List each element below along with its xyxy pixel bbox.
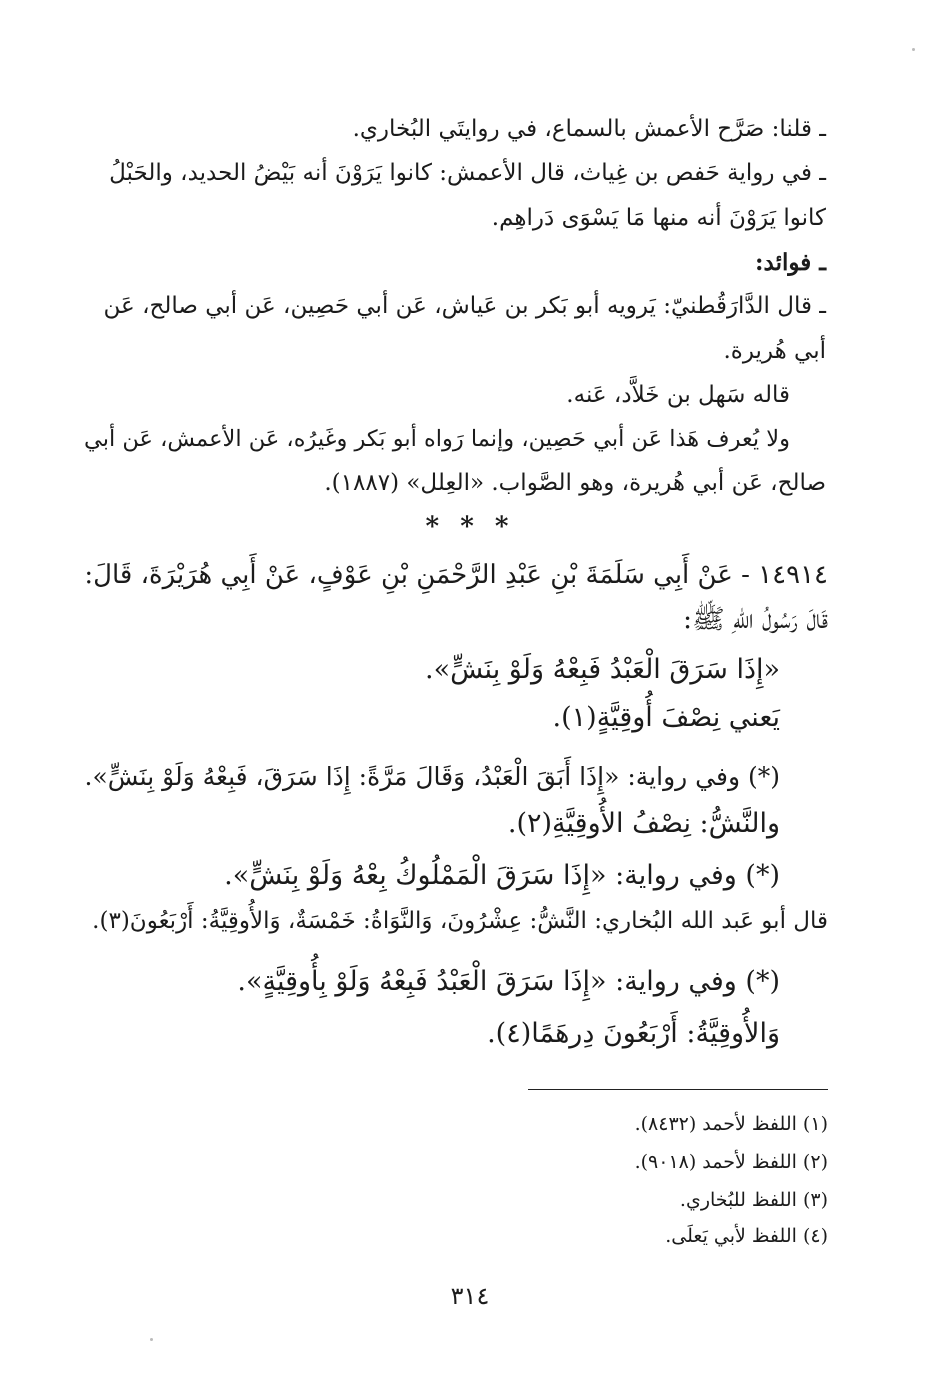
section-separator: * * * [425,512,515,542]
hadith-line-4: يَعني نِصْفَ أُوقِيَّةٍ(١). [552,702,780,733]
body-line-1: ـ قلنا: صَرَّح الأعمش بالسماع، في روايتَي البُخاري. [352,116,826,142]
body-line-3: كانوا يَرَوْنَ أنه منها مَا يَسْوَى دَراهِم. [491,205,826,231]
footnote-divider [528,1089,828,1090]
hadith-number-line: ١٤٩١٤ - عَنْ أَبِي سَلَمَةَ بْنِ عَبْدِ الرَّحْمَنِ بْنِ عَوْفٍ، عَنْ أَبِي هُرَيْرَةَ، قَالَ: [84,560,828,590]
hadith-line-3: «إِذَا سَرَقَ الْعَبْدُ فَبِعْهُ وَلَوْ بِنَشٍّ». [425,654,780,685]
scan-speck [912,48,915,51]
footnote-4: (٤) اللفظ لأبي يَعلَى. [665,1225,828,1247]
body-line-2: ـ في رواية حَفص بن غِياث، قال الأعمش: كانوا يَرَوْنَ أنه بَيْضُ الحديد، والحَبْلُ [109,160,826,186]
hadith-line-10: وَالأُوقِيَّةُ: أَرْبَعُونَ دِرهَمًا(٤). [487,1018,780,1049]
hadith-line-6: والنَّشُّ: نِصْفُ الأُوقِيَّةِ(٢). [507,808,780,839]
hadith-line-2: قَالَ رَسُولُ اللهِ ﷺ: [682,604,828,635]
body-line-6: أبي هُريرة. [723,338,826,364]
footnote-2: (٢) اللفظ لأحمد (٩٠١٨). [634,1151,828,1173]
footnote-1: (١) اللفظ لأحمد (٨٤٣٢). [634,1113,828,1135]
section-heading-fawaid: ـ فوائد: [755,249,826,276]
body-line-7: قاله سَهل بن خَلاَّد، عَنه. [566,382,790,408]
hadith-line-7: (*) وفي رواية: «إِذَا سَرَقَ الْمَمْلُوكُ بِعْهُ وَلَوْ بِنَشٍّ». [224,860,780,891]
hadith-line-9: (*) وفي رواية: «إِذَا سَرَقَ الْعَبْدُ فَبِعْهُ وَلَوْ بِأُوقِيَّةٍ». [237,966,780,997]
footnote-3: (٣) اللفظ للبُخاري. [679,1189,828,1211]
body-line-5: ـ قال الدَّارَقُطنيّ: يَرويه أبو بَكر بن عَياش، عَن أبي حَصِين، عَن أبي صالح، عَن [103,293,826,319]
hadith-line-8: قال أبو عَبد الله البُخاري: النَّشُّ: عِشْرُونَ، وَالنَّوَاةُ: خَمْسَةٌ، وَالأُوقِيَّةُ: أَرْبَعُونَ(٣). [92,908,828,934]
body-line-9: صالح، عَن أبي هُريرة، وهو الصَّواب. «العِلل» (١٨٨٧). [324,470,826,496]
page-number: ٣١٤ [450,1282,490,1310]
hadith-line-5: (*) وفي رواية: «إِذَا أَبَقَ الْعَبْدُ، وَقَالَ مَرَّةً: إِذَا سَرَقَ، فَبِعْهُ وَلَوْ بِنَشٍّ». [84,762,780,791]
scan-speck [150,1338,153,1341]
body-line-8: ولا يُعرف هَذا عَن أبي حَصِين، وإنما رَواه أبو بَكر وغَيرُه، عَن الأعمش، عَن أبي [83,426,790,452]
